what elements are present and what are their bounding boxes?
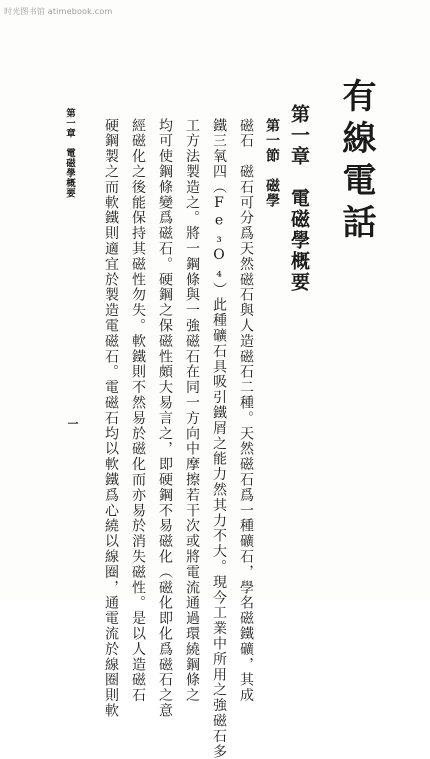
book-title: 有線電話 (336, 78, 376, 246)
body-line: 工方法製造之。將一鋼條與一強磁石在同一方向中摩擦若干次或將電流通過環繞鋼條之 (184, 118, 200, 704)
body-line: 經磁化之後能保持其磁性勿失。軟鐵則不然易於磁化而亦易於消失磁性。是以人造磁石 (130, 118, 146, 704)
chapter-heading: 第一章 電磁學概要 (288, 104, 310, 293)
watermark: 时光图书馆 atimebook.com (4, 7, 113, 16)
body-line: 鐵三氧四（Fe₃O₄）此種礦石具吸引鐵屑之能力然其力不大。現今工業中所用之強磁石多 (211, 118, 227, 759)
body-line: 磁石 磁石可分爲天然磁石與人造磁石二種。天然磁石爲一種礦石，學名磁鐵礦，其成 (238, 118, 254, 704)
running-head: 第一章 電磁學概要 (64, 108, 75, 198)
body-line: 硬鋼製之而軟鐵則適宜於製造電磁石。電磁石均以軟鐵爲心繞以線圈，通電流於線圈則軟 (103, 118, 119, 719)
section-heading: 第一節 磁學 (264, 118, 280, 208)
body-line: 均可使鋼條變爲磁石。硬鋼之保磁性頗大易言之，即硬鋼不易磁化（磁化即化爲磁石之意 (157, 118, 173, 719)
page-number: 一 (66, 418, 79, 429)
